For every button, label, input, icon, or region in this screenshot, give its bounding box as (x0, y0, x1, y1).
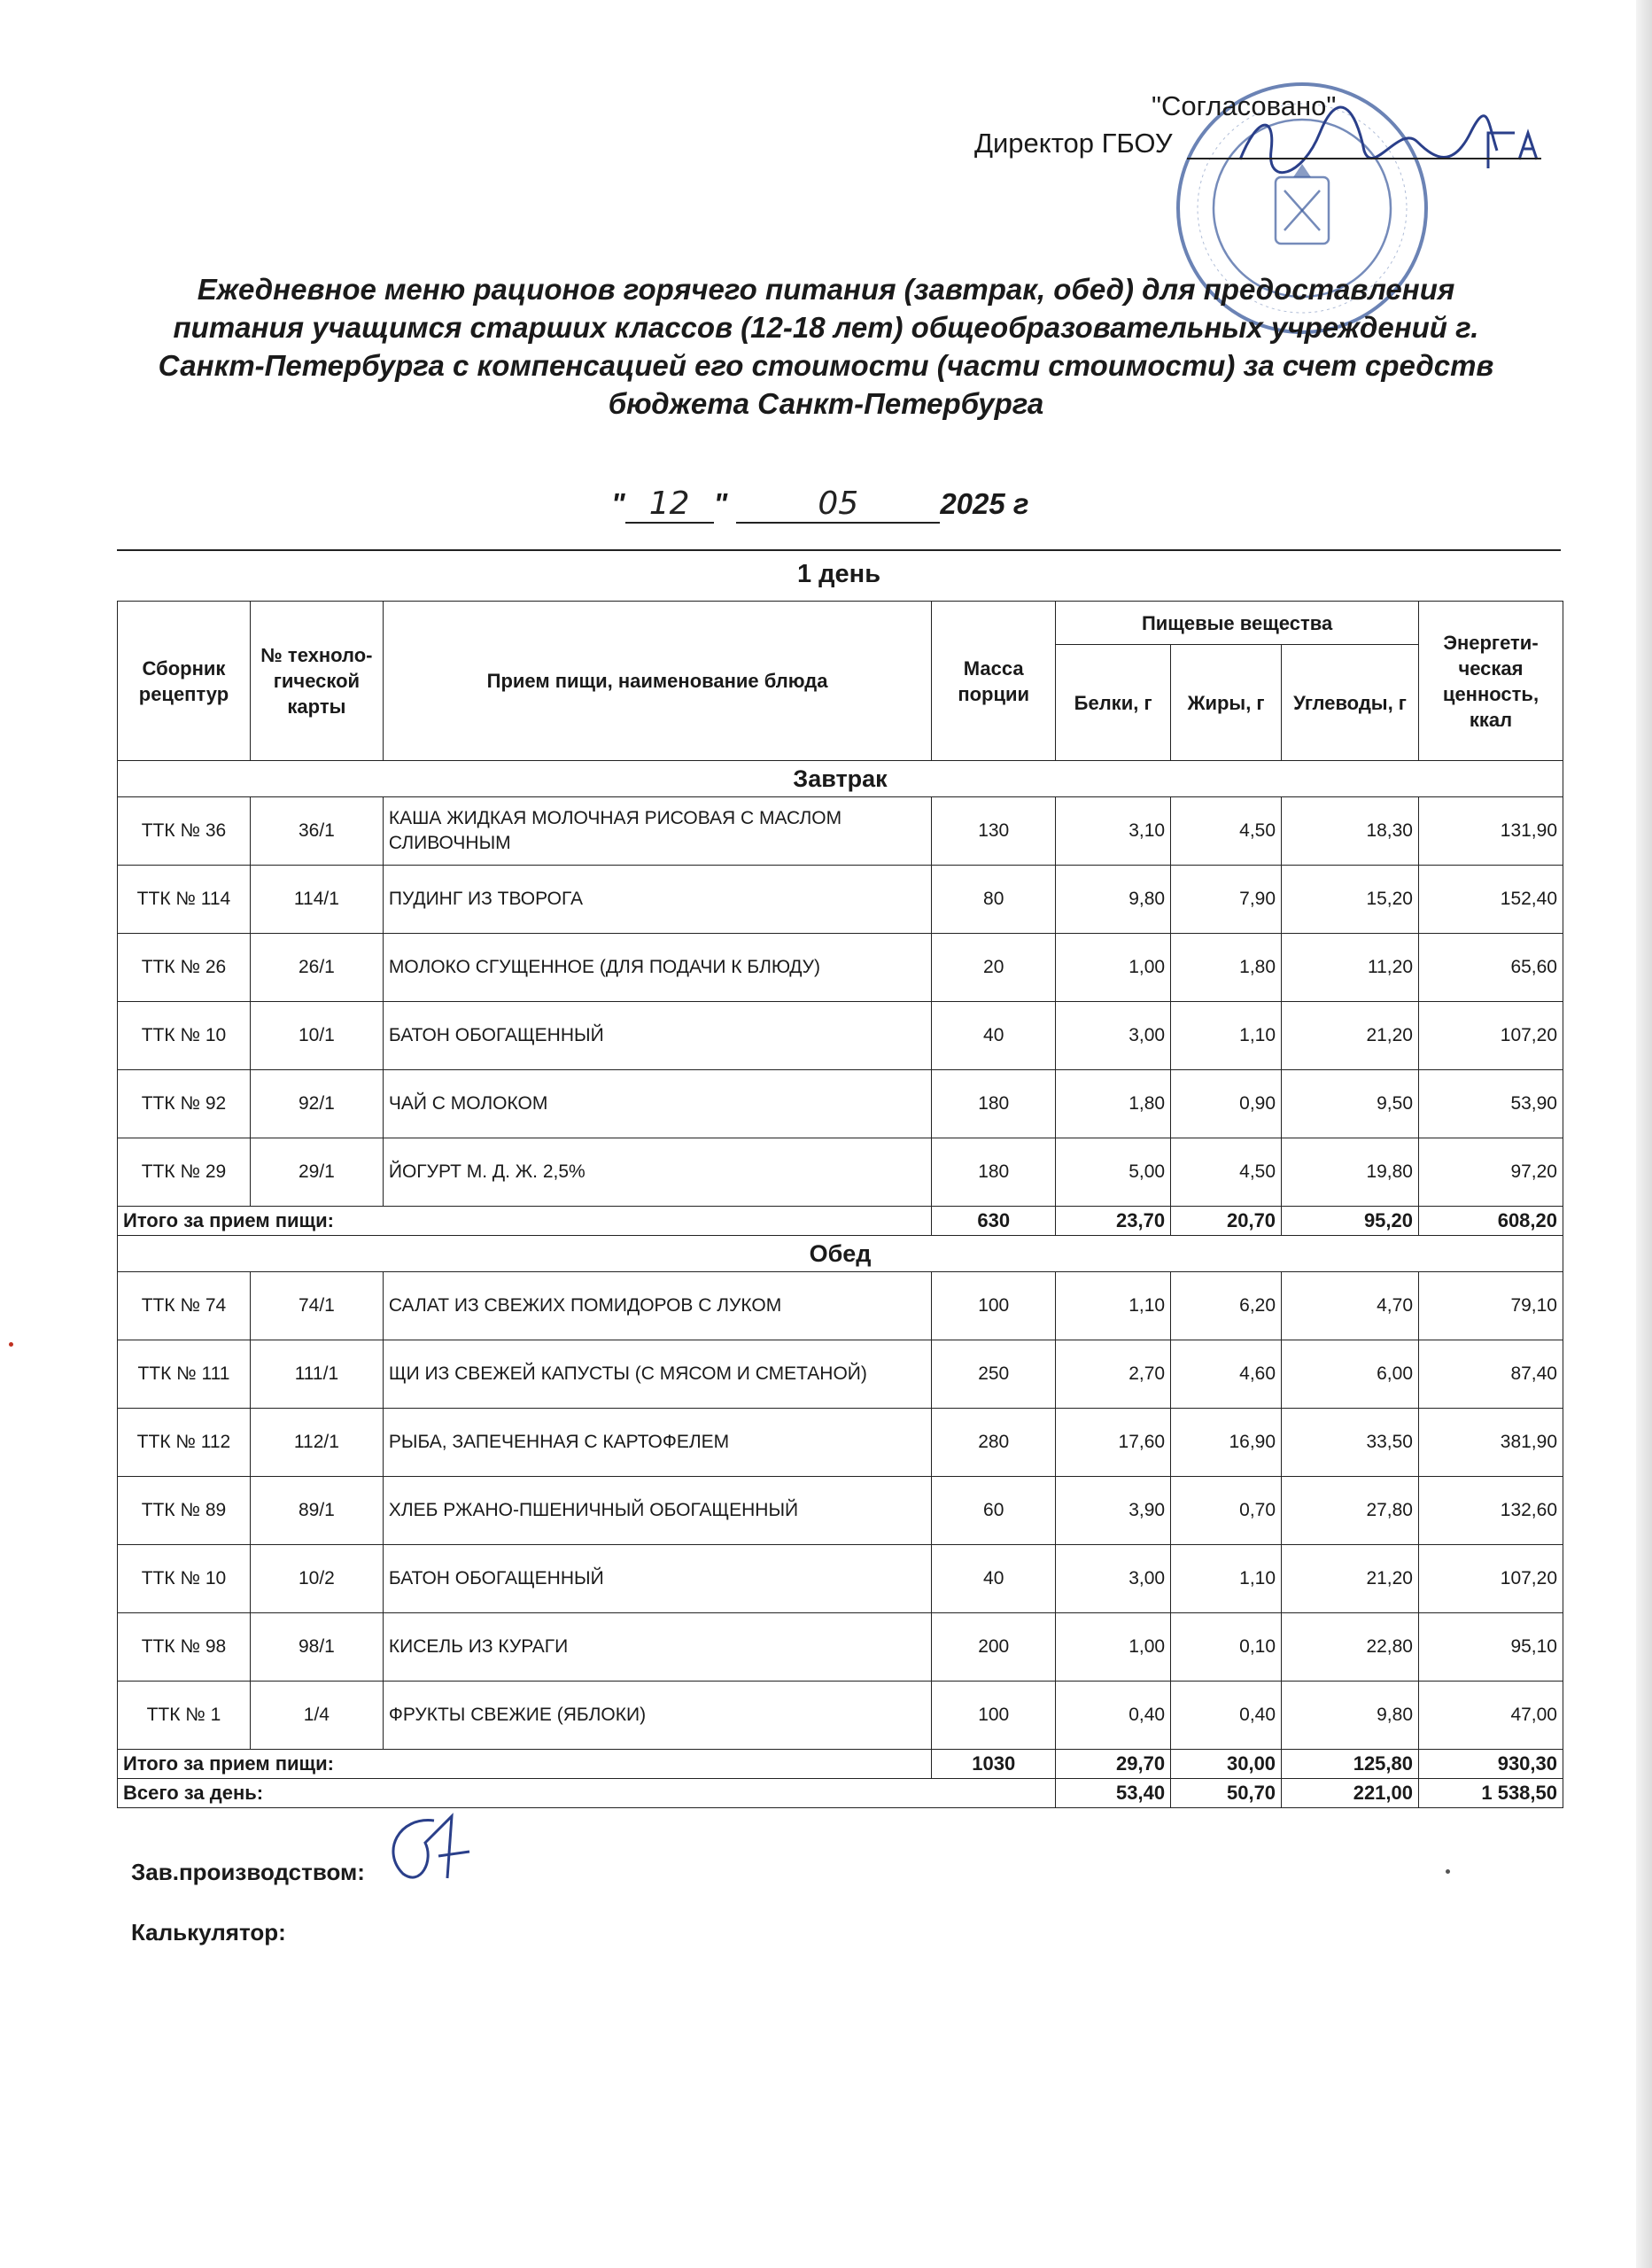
cell-energy: 65,60 (1419, 934, 1563, 1002)
cell-fat: 1,10 (1171, 1002, 1282, 1070)
title-divider (117, 549, 1561, 551)
cell-mass: 20 (932, 934, 1056, 1002)
meal-total-label: Итого за прием пищи: (118, 1750, 932, 1779)
meal-total-carbs: 95,20 (1282, 1207, 1419, 1236)
cell-carbs: 11,20 (1282, 934, 1419, 1002)
cell-carbs: 15,20 (1282, 866, 1419, 934)
scan-edge-shadow (1636, 0, 1652, 2268)
cell-card: 10/1 (250, 1002, 383, 1070)
date-month: 05 (736, 485, 940, 524)
director-signature-line (1187, 158, 1541, 159)
cell-mass: 200 (932, 1613, 1056, 1682)
date-day: 12 (625, 485, 714, 524)
cell-fat: 1,10 (1171, 1545, 1282, 1613)
cell-dish-name: ФРУКТЫ СВЕЖИЕ (ЯБЛОКИ) (383, 1682, 931, 1750)
cell-dish-name: ЙОГУРТ М. Д. Ж. 2,5% (383, 1138, 931, 1207)
table-row (118, 1070, 1563, 1138)
cell-carbs: 19,80 (1282, 1138, 1419, 1207)
cell-protein: 1,80 (1056, 1070, 1171, 1138)
cell-source: ТТК № 26 (118, 934, 251, 1002)
cell-mass: 250 (932, 1340, 1056, 1409)
cell-energy: 152,40 (1419, 866, 1563, 934)
cell-dish-name: ХЛЕБ РЖАНО-ПШЕНИЧНЫЙ ОБОГАЩЕННЫЙ (383, 1477, 931, 1545)
table-row (118, 1272, 1563, 1340)
day-title: 1 день (796, 560, 881, 588)
cell-energy: 47,00 (1419, 1682, 1563, 1750)
cell-card: 74/1 (250, 1272, 383, 1340)
cell-energy: 95,10 (1419, 1613, 1563, 1682)
cell-carbs: 4,70 (1282, 1272, 1419, 1340)
cell-card: 111/1 (250, 1340, 383, 1409)
section-row (118, 761, 1563, 797)
cell-protein: 1,00 (1056, 1613, 1171, 1682)
table-row (118, 1545, 1563, 1613)
table-row (118, 866, 1563, 934)
cell-mass: 280 (932, 1409, 1056, 1477)
cell-dish-name: ПУДИНГ ИЗ ТВОРОГА (383, 866, 931, 934)
cell-mass: 60 (932, 1477, 1056, 1545)
col-header-nutrients: Пищевые вещества (1056, 602, 1419, 645)
day-total-energy: 1 538,50 (1419, 1779, 1563, 1808)
col-header-fat: Жиры, г (1171, 645, 1282, 761)
section-row (118, 1236, 1563, 1272)
cell-source: ТТК № 74 (118, 1272, 251, 1340)
cell-protein: 3,00 (1056, 1002, 1171, 1070)
cell-source: ТТК № 112 (118, 1409, 251, 1477)
date-quote-open: " (611, 487, 625, 520)
day-total-fat: 50,70 (1171, 1779, 1282, 1808)
meal-total-mass: 630 (932, 1207, 1056, 1236)
cell-fat: 4,50 (1171, 797, 1282, 866)
cell-source: ТТК № 1 (118, 1682, 251, 1750)
cell-source: ТТК № 10 (118, 1545, 251, 1613)
cell-mass: 80 (932, 866, 1056, 934)
table-row (118, 797, 1563, 866)
scan-speck (9, 1342, 13, 1347)
cell-dish-name: КАША ЖИДКАЯ МОЛОЧНАЯ РИСОВАЯ С МАСЛОМ СЛИВОЧНЫМ (383, 797, 931, 866)
meal-total-row (118, 1750, 1563, 1779)
calculator-label: Калькулятор: (131, 1919, 286, 1946)
meal-total-carbs: 125,80 (1282, 1750, 1419, 1779)
cell-source: ТТК № 89 (118, 1477, 251, 1545)
cell-energy: 381,90 (1419, 1409, 1563, 1477)
cell-card: 1/4 (250, 1682, 383, 1750)
agreed-label: "Согласовано" (1152, 90, 1337, 121)
cell-mass: 130 (932, 797, 1056, 866)
cell-mass: 40 (932, 1545, 1056, 1613)
cell-protein: 9,80 (1056, 866, 1171, 934)
cell-fat: 0,10 (1171, 1613, 1282, 1682)
cell-dish-name: БАТОН ОБОГАЩЕННЫЙ (383, 1545, 931, 1613)
cell-carbs: 9,50 (1282, 1070, 1419, 1138)
table-row (118, 1477, 1563, 1545)
cell-fat: 1,80 (1171, 934, 1282, 1002)
cell-mass: 180 (932, 1070, 1056, 1138)
production-manager-signature (372, 1807, 487, 1896)
cell-mass: 180 (932, 1138, 1056, 1207)
section-title: Завтрак (118, 761, 1563, 797)
cell-dish-name: МОЛОКО СГУЩЕННОЕ (ДЛЯ ПОДАЧИ К БЛЮДУ) (383, 934, 931, 1002)
cell-fat: 0,90 (1171, 1070, 1282, 1138)
cell-fat: 0,70 (1171, 1477, 1282, 1545)
cell-fat: 4,60 (1171, 1340, 1282, 1409)
cell-card: 114/1 (250, 866, 383, 934)
table-row (118, 1002, 1563, 1070)
cell-source: ТТК № 29 (118, 1138, 251, 1207)
cell-protein: 1,00 (1056, 934, 1171, 1002)
meal-total-fat: 30,00 (1171, 1750, 1282, 1779)
cell-fat: 6,20 (1171, 1272, 1282, 1340)
menu-table-body (118, 761, 1563, 1808)
day-total-protein: 53,40 (1056, 1779, 1171, 1808)
day-total-row (118, 1779, 1563, 1808)
cell-protein: 5,00 (1056, 1138, 1171, 1207)
cell-card: 112/1 (250, 1409, 383, 1477)
cell-energy: 53,90 (1419, 1070, 1563, 1138)
table-row (118, 1138, 1563, 1207)
col-header-protein: Белки, г (1056, 645, 1171, 761)
production-manager-label: Зав.производством: (131, 1859, 365, 1885)
scan-speck (1446, 1869, 1450, 1874)
cell-energy: 79,10 (1419, 1272, 1563, 1340)
cell-protein: 3,90 (1056, 1477, 1171, 1545)
cell-fat: 16,90 (1171, 1409, 1282, 1477)
table-row (118, 1613, 1563, 1682)
cell-carbs: 33,50 (1282, 1409, 1419, 1477)
cell-mass: 40 (932, 1002, 1056, 1070)
date-quote-close: " (713, 487, 728, 520)
cell-card: 29/1 (250, 1138, 383, 1207)
cell-carbs: 18,30 (1282, 797, 1419, 866)
cell-dish-name: ЧАЙ С МОЛОКОМ (383, 1070, 931, 1138)
cell-fat: 4,50 (1171, 1138, 1282, 1207)
cell-card: 10/2 (250, 1545, 383, 1613)
cell-protein: 3,00 (1056, 1545, 1171, 1613)
col-header-energy: Энергети-ческая ценность, ккал (1419, 602, 1563, 761)
cell-card: 89/1 (250, 1477, 383, 1545)
cell-card: 26/1 (250, 934, 383, 1002)
cell-fat: 7,90 (1171, 866, 1282, 934)
cell-energy: 97,20 (1419, 1138, 1563, 1207)
cell-dish-name: САЛАТ ИЗ СВЕЖИХ ПОМИДОРОВ С ЛУКОМ (383, 1272, 931, 1340)
cell-energy: 132,60 (1419, 1477, 1563, 1545)
date-year: 2025 г (940, 487, 1029, 520)
day-total-carbs: 221,00 (1282, 1779, 1419, 1808)
section-title: Обед (118, 1236, 1563, 1272)
cell-protein: 0,40 (1056, 1682, 1171, 1750)
table-row (118, 934, 1563, 1002)
cell-energy: 87,40 (1419, 1340, 1563, 1409)
cell-protein: 17,60 (1056, 1409, 1171, 1477)
cell-card: 98/1 (250, 1613, 383, 1682)
signatures-block (131, 1859, 365, 1979)
cell-protein: 1,10 (1056, 1272, 1171, 1340)
meal-total-energy: 608,20 (1419, 1207, 1563, 1236)
table-row (118, 1682, 1563, 1750)
meal-total-fat: 20,70 (1171, 1207, 1282, 1236)
menu-table (117, 601, 1563, 1808)
director-label: Директор ГБОУ (974, 128, 1173, 159)
cell-carbs: 21,20 (1282, 1002, 1419, 1070)
meal-total-protein: 29,70 (1056, 1750, 1171, 1779)
cell-carbs: 6,00 (1282, 1340, 1419, 1409)
col-header-carbs: Углеводы, г (1282, 645, 1419, 761)
cell-card: 92/1 (250, 1070, 383, 1138)
meal-total-mass: 1030 (932, 1750, 1056, 1779)
cell-protein: 2,70 (1056, 1340, 1171, 1409)
cell-source: ТТК № 111 (118, 1340, 251, 1409)
cell-source: ТТК № 10 (118, 1002, 251, 1070)
meal-total-row (118, 1207, 1563, 1236)
meal-total-label: Итого за прием пищи: (118, 1207, 932, 1236)
cell-carbs: 22,80 (1282, 1613, 1419, 1682)
table-row (118, 1340, 1563, 1409)
document-title: Ежедневное меню рационов горячего питания (завтрак, обед) для предоставления питания учащимся старших классов (12-18 лет) общеобразовательных учреждений г. Санкт-Петербурга с компенсацией его стоимости (части стоимости) за счет средств бюджета Санкт-Петербурга (158, 273, 1494, 420)
cell-dish-name: РЫБА, ЗАПЕЧЕННАЯ С КАРТОФЕЛЕМ (383, 1409, 931, 1477)
cell-carbs: 27,80 (1282, 1477, 1419, 1545)
cell-energy: 131,90 (1419, 797, 1563, 866)
meal-total-energy: 930,30 (1419, 1750, 1563, 1779)
cell-carbs: 9,80 (1282, 1682, 1419, 1750)
cell-carbs: 21,20 (1282, 1545, 1419, 1613)
table-row (118, 1409, 1563, 1477)
col-header-name: Прием пищи, наименование блюда (383, 602, 931, 761)
cell-energy: 107,20 (1419, 1002, 1563, 1070)
cell-card: 36/1 (250, 797, 383, 866)
cell-mass: 100 (932, 1682, 1056, 1750)
cell-mass: 100 (932, 1272, 1056, 1340)
cell-dish-name: КИСЕЛЬ ИЗ КУРАГИ (383, 1613, 931, 1682)
cell-dish-name: ЩИ ИЗ СВЕЖЕЙ КАПУСТЫ (С МЯСОМ И СМЕТАНОЙ) (383, 1340, 931, 1409)
col-header-mass: Масса порции (932, 602, 1056, 761)
cell-fat: 0,40 (1171, 1682, 1282, 1750)
col-header-card: № техноло-гической карты (250, 602, 383, 761)
cell-dish-name: БАТОН ОБОГАЩЕННЫЙ (383, 1002, 931, 1070)
cell-source: ТТК № 92 (118, 1070, 251, 1138)
cell-source: ТТК № 114 (118, 866, 251, 934)
cell-energy: 107,20 (1419, 1545, 1563, 1613)
meal-total-protein: 23,70 (1056, 1207, 1171, 1236)
cell-source: ТТК № 98 (118, 1613, 251, 1682)
cell-protein: 3,10 (1056, 797, 1171, 866)
cell-source: ТТК № 36 (118, 797, 251, 866)
col-header-source: Сборник рецептур (118, 602, 251, 761)
day-total-label: Всего за день: (118, 1779, 1056, 1808)
date-line (611, 485, 1029, 524)
